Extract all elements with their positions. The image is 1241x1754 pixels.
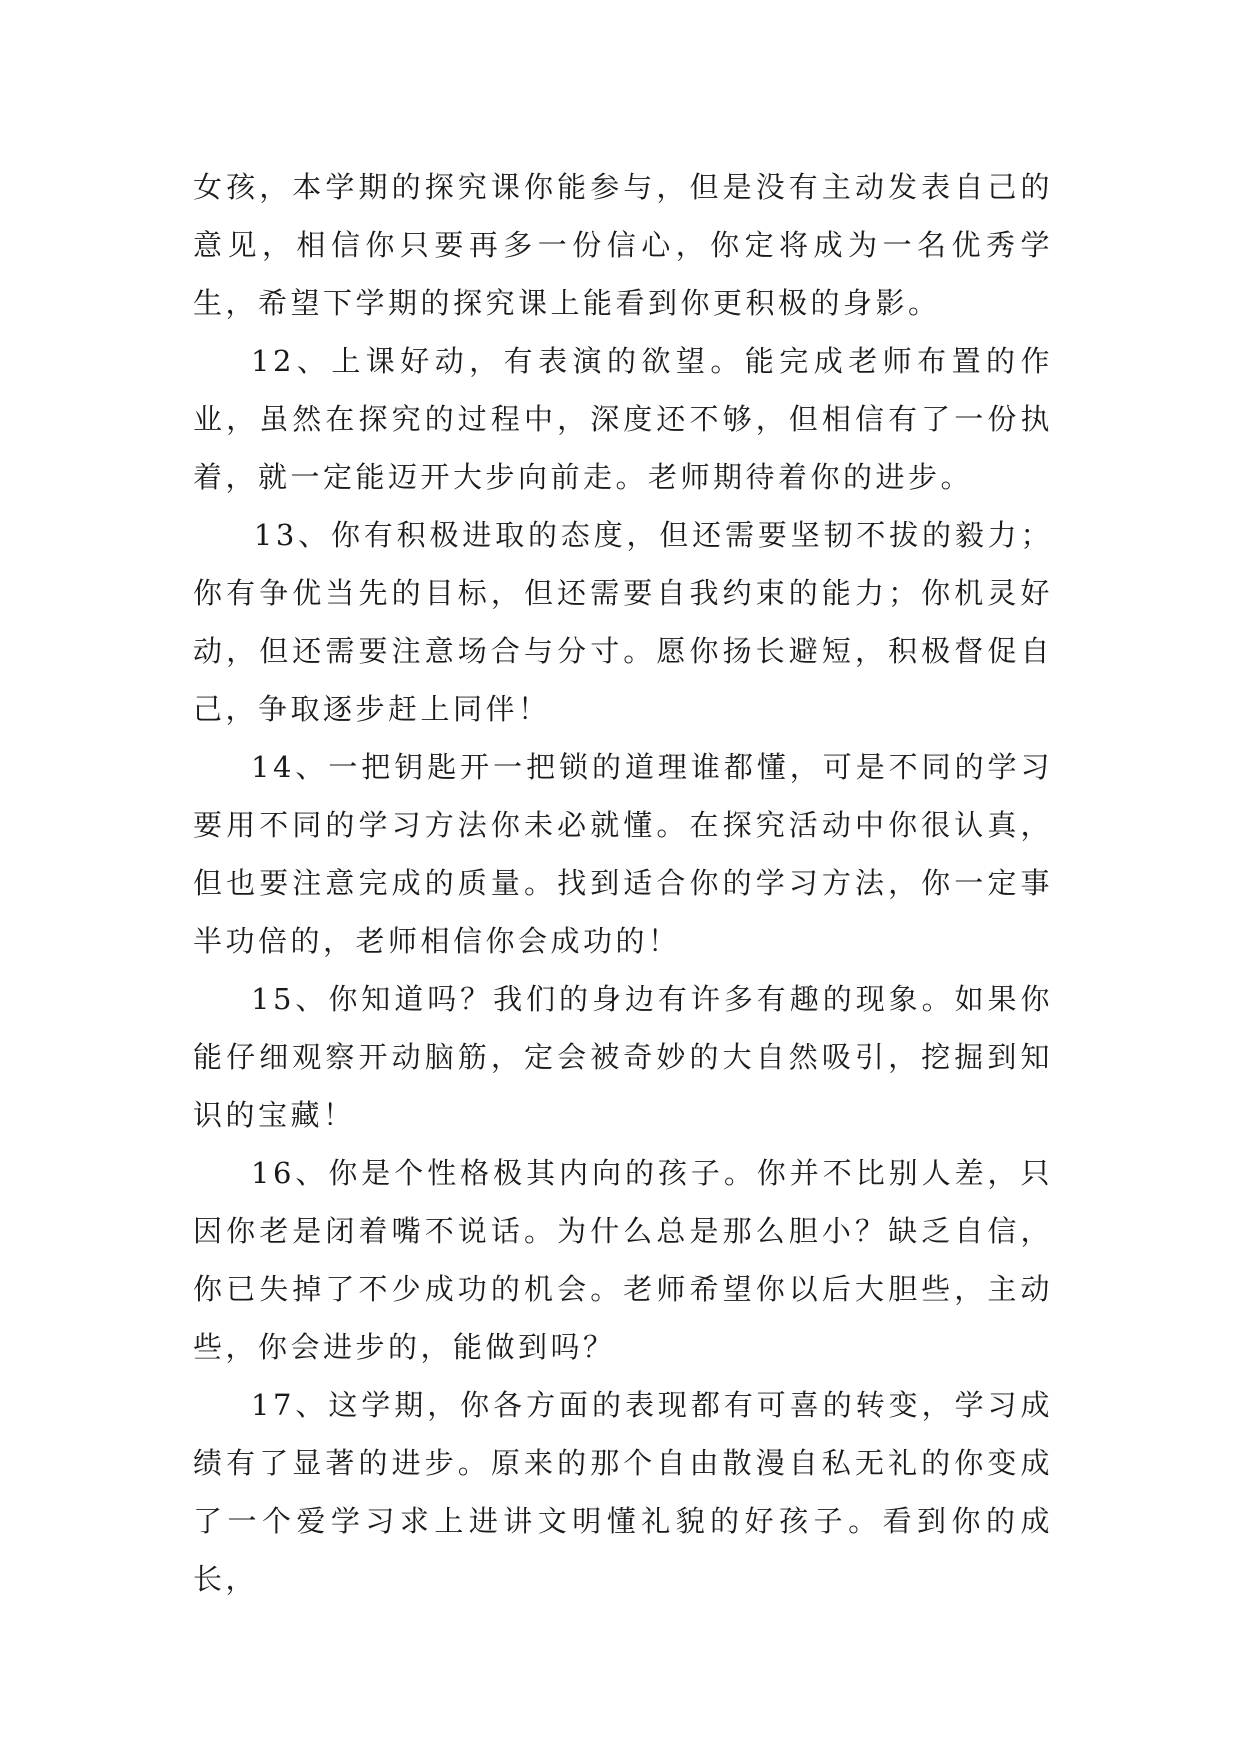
paragraph-item-12: 12、上课好动，有表演的欲望。能完成老师布置的作业，虽然在探究的过程中，深度还不够，但相信有了一份执着，就一定能迈开大步向前走。老师期待着你的进步。 — [193, 344, 1053, 494]
paragraph-item-15: 15、你知道吗？我们的身边有许多有趣的现象。如果你能仔细观察开动脑筋，定会被奇妙的大自然吸引，挖掘到知识的宝藏！ — [193, 982, 1053, 1132]
document-body — [193, 158, 1053, 1608]
paragraph-item-17: 17、这学期，你各方面的表现都有可喜的转变，学习成绩有了显著的进步。原来的那个自由散漫自私无礼的你变成了一个爱学习求上进讲文明懂礼貌的好孩子。看到你的成长， — [193, 1388, 1053, 1596]
paragraph-item-13: 13、你有积极进取的态度，但还需要坚韧不拔的毅力；你有争优当先的目标，但还需要自我约束的能力；你机灵好动，但还需要注意场合与分寸。愿你扬长避短，积极督促自己，争取逐步赶上同伴！ — [193, 518, 1053, 726]
paragraph-item-16: 16、你是个性格极其内向的孩子。你并不比别人差，只因你老是闭着嘴不说话。为什么总是那么胆小？缺乏自信，你已失掉了不少成功的机会。老师希望你以后大胆些，主动些，你会进步的，能做到吗？ — [193, 1156, 1053, 1364]
paragraph-item-14: 14、一把钥匙开一把锁的道理谁都懂，可是不同的学习要用不同的学习方法你未必就懂。在探究活动中你很认真，但也要注意完成的质量。找到适合你的学习方法，你一定事半功倍的，老师相信你会成功的！ — [193, 750, 1053, 958]
paragraph-continuation: 女孩，本学期的探究课你能参与，但是没有主动发表自己的意见，相信你只要再多一份信心，你定将成为一名优秀学生，希望下学期的探究课上能看到你更积极的身影。 — [193, 170, 1053, 320]
